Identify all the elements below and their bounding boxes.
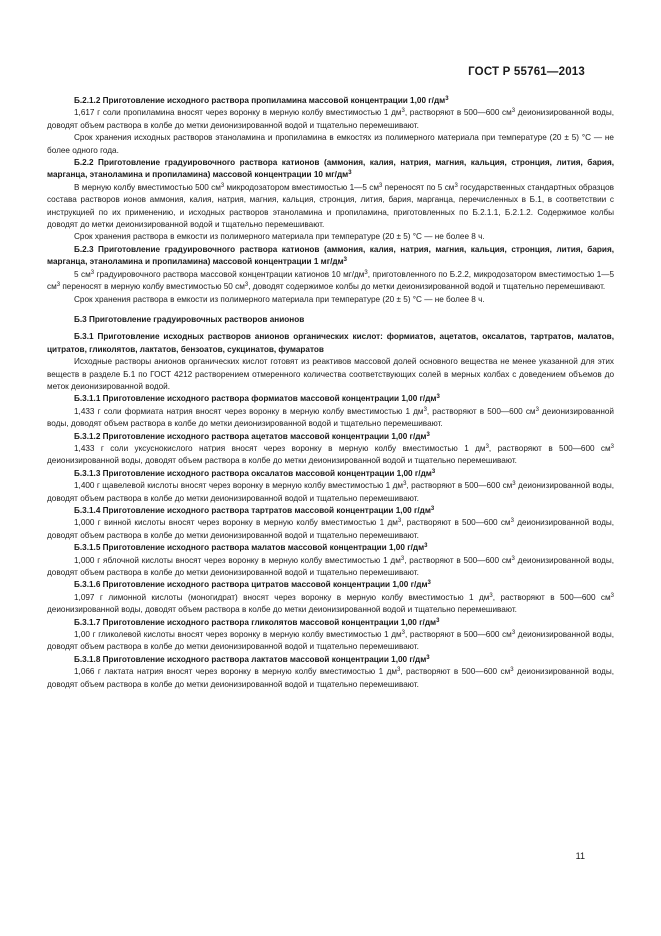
body-paragraph bbox=[47, 406, 614, 431]
superscript: 3 bbox=[430, 506, 435, 512]
text-run: 1,433 г соли формиата натрия вносят через воронку в мерную колбу вместимостью 1 дм bbox=[74, 406, 424, 416]
text-run: , доводят содержимое колбы до метки деионизированной водой и тщательно перемешивают. bbox=[248, 282, 606, 292]
superscript: 3 bbox=[511, 108, 516, 115]
clause-heading bbox=[47, 542, 614, 554]
page-number: 11 bbox=[575, 851, 585, 861]
superscript: 3 bbox=[445, 96, 449, 102]
text-run: деионизированной воды, доводят объем раствора в колбе до метки деионизированной водой и тщательно перемешивают. bbox=[47, 630, 614, 652]
superscript: 3 bbox=[424, 543, 428, 550]
text-run: В мерную колбу вместимостью 500 см bbox=[74, 182, 221, 192]
body-paragraph bbox=[47, 356, 614, 393]
superscript: 3 bbox=[436, 394, 440, 401]
superscript: 3 bbox=[427, 580, 431, 587]
text-run: градуировочного раствора массовой концентрации катионов 10 мг/дм bbox=[94, 269, 365, 279]
body-paragraph bbox=[47, 480, 614, 505]
clause-heading bbox=[47, 579, 614, 591]
text-run: деионизированной воды, доводят объем раствора в колбе до метки деионизированной водой и тщательно перемешивают. bbox=[47, 555, 614, 578]
body-paragraph bbox=[47, 629, 614, 654]
superscript: 3 bbox=[426, 431, 430, 438]
body-paragraph bbox=[47, 517, 614, 542]
body-paragraph bbox=[47, 555, 614, 580]
text-run: Срок хранения исходных растворов этаноламина и пропиламина в емкостях из полимерного материала при температуре (20 ± 5) °С — не более одного года. bbox=[47, 133, 614, 155]
text-run: , приготовленного по Б.2.2, микродозатором вместимостью 1—5 см bbox=[47, 269, 614, 292]
superscript: 3 bbox=[423, 406, 427, 413]
text-run: 1,00 г гликолевой кислоты вносят через воронку в мерную колбу вместимостью 1 дм bbox=[74, 630, 402, 640]
text-run: деионизированной воды, доводят объем раствора в колбе до метки деионизированной водой и тщательно перемешивают. bbox=[47, 456, 517, 466]
superscript: 3 bbox=[426, 654, 430, 661]
text-run: Срок хранения раствора в емкости из полимерного материала при температуре (20 ± 5) °С — не более 8 ч. bbox=[74, 294, 485, 304]
text-run: , растворяют в 500—600 см bbox=[405, 630, 512, 640]
text-run: Б.2.3 Приготовление градуировочного раствора катионов (аммония, калия, натрия, магния, кальция, стронция, лития, бария, марганца, этаноламина и пропиламина) массовой концентрации 1 мг/дм bbox=[47, 244, 614, 267]
superscript: 3 bbox=[454, 182, 458, 189]
text-run: Исходные растворы анионов органических кислот готовят из реактивов массовой долей основного вещества не менее указанной для этих веществ в разделе Б.1 по ГОСТ 4212 растворением отмеренного количества соответствующих солей в мерных колбах с доведением объемов до меток деионизированной водой. bbox=[47, 357, 614, 391]
text-run: Б.3.1.1 Приготовление исходного раствора формиатов массовой концентрации 1,00 г/дм bbox=[74, 394, 437, 404]
text-run: 1,433 г соли уксуснокислого натрия вносят через воронку в мерную колбу вместимостью 1 дм bbox=[74, 443, 486, 453]
superscript: 3 bbox=[610, 443, 615, 450]
text-run: 1,066 г лактата натрия вносят через воронку в мерную колбу вместимостью 1 дм bbox=[74, 667, 397, 677]
clause-heading bbox=[47, 95, 614, 107]
text-run: Б.3 Приготовление градуировочных растворов анионов bbox=[74, 314, 305, 324]
text-run: Б.2.2 Приготовление градуировочного раствора катионов (аммония, калия, натрия, магния, кальция, стронция, лития, бария, марганца, этаноламина и пропиламина) массовой концентрации 10 мг/дм bbox=[47, 158, 614, 180]
superscript: 3 bbox=[396, 667, 401, 674]
text-run: Б.3.1 Приготовление исходных растворов анионов органических кислот: формиатов, ацетатов, оксалатов, тартратов, малатов, цитратов, гликолятов, лактатов, бензоатов, сукцинатов, фумаратов bbox=[47, 332, 614, 354]
text-run: Б.3.1.4 Приготовление исходного раствора тартратов массовой концентрации 1,00 г/дм bbox=[74, 506, 431, 515]
text-run: , растворяют в 500—600 см bbox=[404, 555, 512, 565]
superscript: 3 bbox=[401, 630, 405, 637]
text-run: , растворяют в 500—600 см bbox=[492, 592, 611, 602]
superscript: 3 bbox=[397, 518, 402, 525]
clause-heading bbox=[47, 431, 614, 443]
text-run: 5 см bbox=[74, 269, 91, 279]
text-run: , растворяют в 500—600 см bbox=[401, 518, 511, 528]
text-run: Срок хранения раствора в емкости из полимерного материала при температуре (20 ± 5) °С — не более 8 ч. bbox=[74, 232, 485, 242]
text-run: , растворяют в 500—600 см bbox=[488, 443, 611, 453]
clause-heading bbox=[47, 157, 614, 182]
superscript: 3 bbox=[610, 592, 614, 599]
body-paragraph bbox=[47, 592, 614, 617]
superscript: 3 bbox=[511, 630, 516, 637]
body-paragraph bbox=[47, 182, 614, 232]
text-run: Б.3.1.8 Приготовление исходного раствора лактатов массовой концентрации 1,00 г/дм bbox=[74, 654, 427, 664]
superscript: 3 bbox=[511, 555, 515, 562]
text-run: , растворяют в 500—600 см bbox=[400, 667, 511, 677]
text-run: 1,097 г лимонной кислоты (моногидрат) вносят через воронку в мерную колбу вместимостью 1 дм bbox=[74, 592, 490, 602]
document-body bbox=[47, 95, 614, 691]
superscript: 3 bbox=[348, 170, 352, 177]
superscript: 3 bbox=[510, 667, 514, 674]
superscript: 3 bbox=[400, 555, 405, 562]
text-run: деионизированной воды, доводят объем раствора в колбе до метки деионизированной водой и тщательно перемешивают. bbox=[47, 518, 615, 540]
superscript: 3 bbox=[510, 518, 514, 525]
superscript: 3 bbox=[489, 592, 493, 599]
text-run: Б.3.1.6 Приготовление исходного раствора цитратов массовой концентрации 1,00 г/дм bbox=[74, 580, 428, 590]
text-run: переносят по 5 см bbox=[382, 182, 455, 192]
text-run: 1,000 г винной кислоты вносят через воронку в мерную колбу вместимостью 1 дм bbox=[74, 518, 398, 528]
body-paragraph bbox=[47, 666, 614, 691]
superscript: 3 bbox=[431, 468, 436, 475]
superscript: 3 bbox=[90, 269, 95, 276]
superscript: 3 bbox=[401, 108, 405, 115]
clause-heading bbox=[47, 331, 614, 356]
text-run: Б.2.1.2 Приготовление исходного раствора пропиламина массовой концентрации 1,00 г/дм bbox=[74, 96, 446, 105]
superscript: 3 bbox=[343, 257, 347, 264]
superscript: 3 bbox=[244, 282, 249, 289]
clause-heading bbox=[47, 468, 614, 480]
superscript: 3 bbox=[220, 182, 225, 189]
text-run: 1,400 г щавелевой кислоты вносят через воронку в мерную колбу вместимостью 1 дм bbox=[74, 481, 404, 491]
text-run: Б.3.1.7 Приготовление исходного раствора гликолятов массовой концентрации 1,00 г/дм bbox=[74, 617, 437, 627]
body-paragraph bbox=[47, 107, 614, 132]
text-run: 1,617 г соли пропиламина вносят через воронку в мерную колбу вместимостью 1 дм bbox=[74, 108, 402, 118]
superscript: 3 bbox=[535, 406, 539, 413]
section-heading bbox=[47, 314, 614, 326]
clause-heading bbox=[47, 617, 614, 629]
clause-heading bbox=[47, 654, 614, 666]
clause-heading bbox=[47, 244, 614, 269]
text-run: , растворяют в 500—600 см bbox=[404, 108, 512, 118]
body-paragraph bbox=[47, 294, 614, 306]
body-paragraph bbox=[47, 443, 614, 468]
body-paragraph bbox=[47, 269, 614, 294]
superscript: 3 bbox=[378, 182, 383, 189]
text-run: деионизированной воды, доводят объем раствора в колбе до метки деионизированной водой и тщательно перемешивают. bbox=[47, 108, 614, 130]
text-run: Б.3.1.5 Приготовление исходного раствора малатов массовой концентрации 1,00 г/дм bbox=[74, 543, 425, 553]
superscript: 3 bbox=[485, 443, 489, 450]
text-run: , растворяют в 500—600 см bbox=[406, 481, 513, 491]
text-run: деионизированной воды, доводят объем раствора в колбе до метки деионизированной водой и тщательно перемешивают. bbox=[47, 605, 517, 615]
text-run: деионизированной воды, доводят объем раствора в колбе до метки деионизированной водой и тщательно перемешивают. bbox=[47, 406, 614, 429]
superscript: 3 bbox=[56, 282, 61, 289]
clause-heading bbox=[47, 393, 614, 405]
body-paragraph bbox=[47, 132, 614, 157]
text-run: переносят в мерную колбу вместимостью 50 см bbox=[60, 282, 245, 292]
superscript: 3 bbox=[436, 617, 440, 624]
text-run: государственных стандартных образцов состава растворов ионов аммония, калия, натрия, магния, кальция, стронция, лития, бария, марганца, перечисленных в Б.1, в соответствии с инструкцией по их применению, и исходных растворов этаноламина и пропиламина, приготовленных по Б.2.1.1, Б.2.1.2. Содержимое колбы доводят до метки деионизированной водой и тщательно перемешивают. bbox=[47, 182, 614, 230]
text-run: микродозатором вместимостью 1—5 см bbox=[224, 182, 379, 192]
superscript: 3 bbox=[364, 269, 368, 276]
text-run: деионизированной воды, доводят объем раствора в колбе до метки деионизированной водой и тщательно перемешивают. bbox=[47, 667, 614, 689]
text-run: Б.3.1.3 Приготовление исходного раствора оксалатов массовой концентрации 1,00 г/дм bbox=[74, 468, 432, 478]
text-run: деионизированной воды, доводят объем раствора в колбе до метки деионизированной водой и тщательно перемешивают. bbox=[47, 481, 615, 503]
document-code: ГОСТ Р 55761—2013 bbox=[468, 66, 585, 78]
body-paragraph bbox=[47, 231, 614, 243]
superscript: 3 bbox=[403, 481, 407, 488]
text-run: Б.3.1.2 Приготовление исходного раствора ацетатов массовой концентрации 1,00 г/дм bbox=[74, 431, 427, 441]
clause-heading bbox=[47, 505, 614, 517]
text-run: , растворяют в 500—600 см bbox=[426, 406, 536, 416]
superscript: 3 bbox=[512, 481, 516, 488]
text-run: 1,000 г яблочной кислоты вносят через воронку в мерную колбу вместимостью 1 дм bbox=[74, 555, 401, 565]
